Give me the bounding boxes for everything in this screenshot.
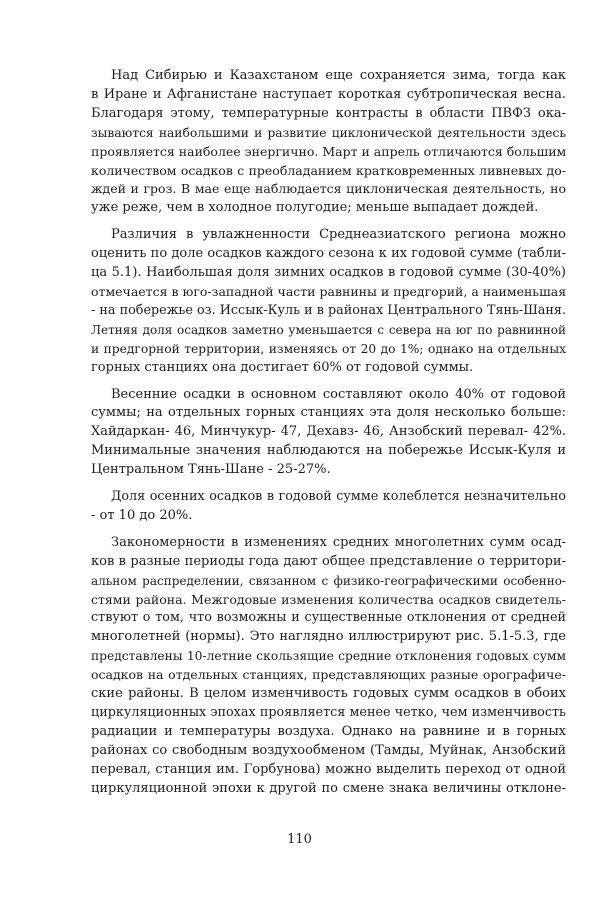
text-line: Различия в увлажненности Среднеазиатского региона можно — [111, 227, 566, 243]
text-line: ца 5.1). Наибольшая доля зимних осадков в годовой сумме (30-40%) — [91, 265, 566, 281]
text-line: стями района. Межгодовые изменения количества осадков свидетель- — [91, 591, 566, 607]
paragraph — [91, 488, 566, 526]
text-line: отмечается в юго-западной части равнины и предгорий, а наименьшая — [91, 283, 567, 299]
text-line: в Иране и Афганистане наступает короткая субтропическая весна. — [91, 86, 566, 102]
text-line: перевал, станция им. Горбунова) можно выделить переход от одной — [91, 761, 566, 777]
text-line: - от 10 до 20%. — [91, 507, 193, 523]
paragraph — [91, 534, 566, 799]
text-line: оценить по доле осадков каждого сезона к их годовой сумме (табли- — [91, 246, 566, 262]
text-line: альном распределении, связанном с физико-географическими особенно- — [91, 573, 566, 588]
text-line: ков в разные периоды года дают общее представление о территори- — [91, 553, 566, 569]
text-line: Весенние осадки в основном составляют около 40% от годовой — [111, 386, 566, 402]
text-line: Закономерности в изменениях средних многолетних сумм осад- — [111, 534, 566, 550]
text-line: Над Сибирью и Казахстаном еще сохраняется зима, тогда как — [111, 68, 566, 83]
text-line: Благодаря этому, температурные контрасты в области ПВФЗ ока- — [91, 105, 566, 121]
page-number: 110 — [287, 832, 312, 847]
text-line: районах со свободным воздухообменом (Тамды, Муйнак, Анзобский — [91, 742, 566, 758]
text-line: количеством осадков с преобладанием кратковременных ливневых до- — [91, 162, 566, 178]
text-line: уже реже, чем в холодное полугодие; меньше выпадает дождей. — [91, 200, 539, 216]
text-line: Минимальные значения наблюдаются на побережье Иссык-Куля и — [91, 443, 566, 459]
text-line: циркуляционных эпохах проявляется менее четко, чем изменчивость — [91, 705, 566, 720]
text-line: суммы; на отдельных горных станциях эта доля несколько больше: — [91, 405, 566, 421]
text-line: радиации и температуры воздуха. Однако на равнине и в горных — [91, 723, 566, 739]
text-line: представлены 10-летние скользящие средние отклонения годовых сумм — [91, 649, 566, 664]
body-text — [91, 67, 566, 807]
text-line: - на побережье оз. Иссык-Куль и в районах Центрального Тянь-Шаня. — [91, 302, 566, 318]
paragraph — [91, 386, 566, 481]
text-line: Доля осенних осадков в годовой сумме колеблется незначительно — [111, 489, 566, 505]
text-line: ждей и гроз. В мае еще наблюдается циклоническая деятельность, но — [91, 181, 566, 197]
text-line: и предгорной территории, изменяясь от 20 до 1%; однако на отдельных — [91, 341, 566, 356]
text-line: ские районы. В целом изменчивость годовых сумм осадков в обоих — [91, 686, 566, 702]
text-line: проявляется наиболее энергично. Март и апрель отличаются большим — [91, 143, 567, 159]
text-line: Летняя доля осадков заметно уменьшается с севера на юг по равнинной — [91, 322, 566, 337]
paragraph — [91, 67, 566, 218]
text-line: ствуют о том, что возможны и существенные отклонения от средней — [91, 610, 566, 626]
text-line: осадков на отдельных станциях, представляющих разные орографиче- — [91, 667, 566, 683]
text-line: многолетней (нормы). Это наглядно иллюстрируют рис. 5.1-5.3, где — [91, 629, 566, 645]
text-line: зываются наибольшими и развитие циклонической деятельности здесь — [91, 125, 566, 140]
text-line: Хайдаркан- 46, Минчукур- 47, Дехавз- 46, Анзобский перевал- 42%. — [91, 424, 566, 440]
text-line: циркуляционной эпохи к другой по смене знака величины отклоне- — [91, 780, 566, 796]
paragraph — [91, 226, 566, 377]
text-line: Центральном Тянь-Шане - 25-27%. — [91, 462, 331, 478]
text-line: горных станциях она достигает 60% от годовой суммы. — [91, 359, 474, 375]
